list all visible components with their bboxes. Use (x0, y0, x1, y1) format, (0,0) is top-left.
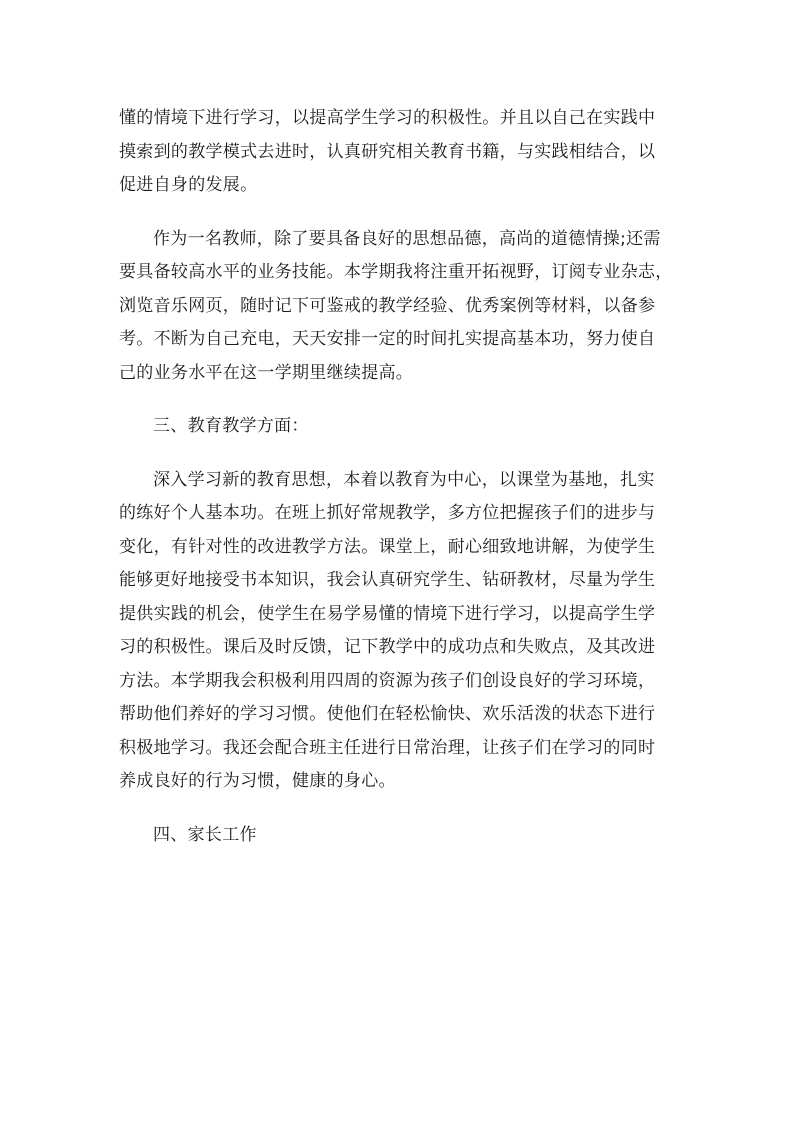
text-line: 养成良好的行为习惯，健康的身心。 (119, 771, 396, 791)
paragraph-teacher-skills (119, 223, 685, 391)
heading-text: 三、教育教学方面： (153, 416, 309, 436)
text-line: 要具备较高水平的业务技能。本学期我将注重开拓视野，订阅专业杂志， (119, 262, 673, 282)
paragraph-continued (119, 102, 685, 203)
heading-text: 四、家长工作 (153, 824, 257, 845)
text-line: 变化，有针对性的改进教学方法。课堂上，耐心细致地讲解，为使学生 (119, 536, 656, 557)
text-line: 帮助他们养好的学习习惯。使他们在轻松愉快、欢乐活泼的状态下进行 (119, 704, 656, 724)
section-heading-teaching (119, 410, 685, 444)
section-heading-parents (119, 819, 685, 853)
text-line: 摸索到的教学模式去进时，认真研究相关教育书籍，与实践相结合，以 (119, 141, 656, 162)
text-line: 提供实践的机会，使学生在易学易懂的情境下进行学习，以提高学生学 (119, 603, 656, 624)
text-line: 浏览音乐网页，随时记下可鉴戒的教学经验、优秀案例等材料，以备参 (119, 295, 656, 316)
text-line: 能够更好地接受书本知识，我会认真研究学生、钻研教材，尽量为学生 (119, 570, 656, 590)
text-line: 积极地学习。我还会配合班主任进行日常治理，让孩子们在学习的同时 (119, 737, 656, 758)
text-line: 作为一名教师，除了要具备良好的思想品德，高尚的道德情操;还需 (153, 228, 661, 249)
text-line: 的练好个人基本功。在班上抓好常规教学，多方位把握孩子们的进步与 (119, 503, 656, 523)
text-line: 深入学习新的教育思想，本着以教育为中心，以课堂为基地，扎实 (153, 469, 655, 490)
paragraph-teaching (119, 464, 685, 799)
text-line: 考。不断为自己充电，天天安排一定的时间扎实提高基本功，努力使自 (119, 329, 656, 349)
text-line: 方法。本学期我会积极利用四周的资源为孩子们创设良好的学习环境， (119, 670, 656, 691)
document-body (119, 102, 685, 852)
text-line: 促进自身的发展。 (119, 175, 258, 195)
text-line: 懂的情境下进行学习，以提高学生学习的积极性。并且以自己在实践中 (119, 108, 656, 128)
text-line: 习的积极性。课后及时反馈，记下教学中的成功点和失败点，及其改进 (119, 637, 656, 657)
text-line: 己的业务水平在这一学期里继续提高。 (119, 362, 414, 383)
